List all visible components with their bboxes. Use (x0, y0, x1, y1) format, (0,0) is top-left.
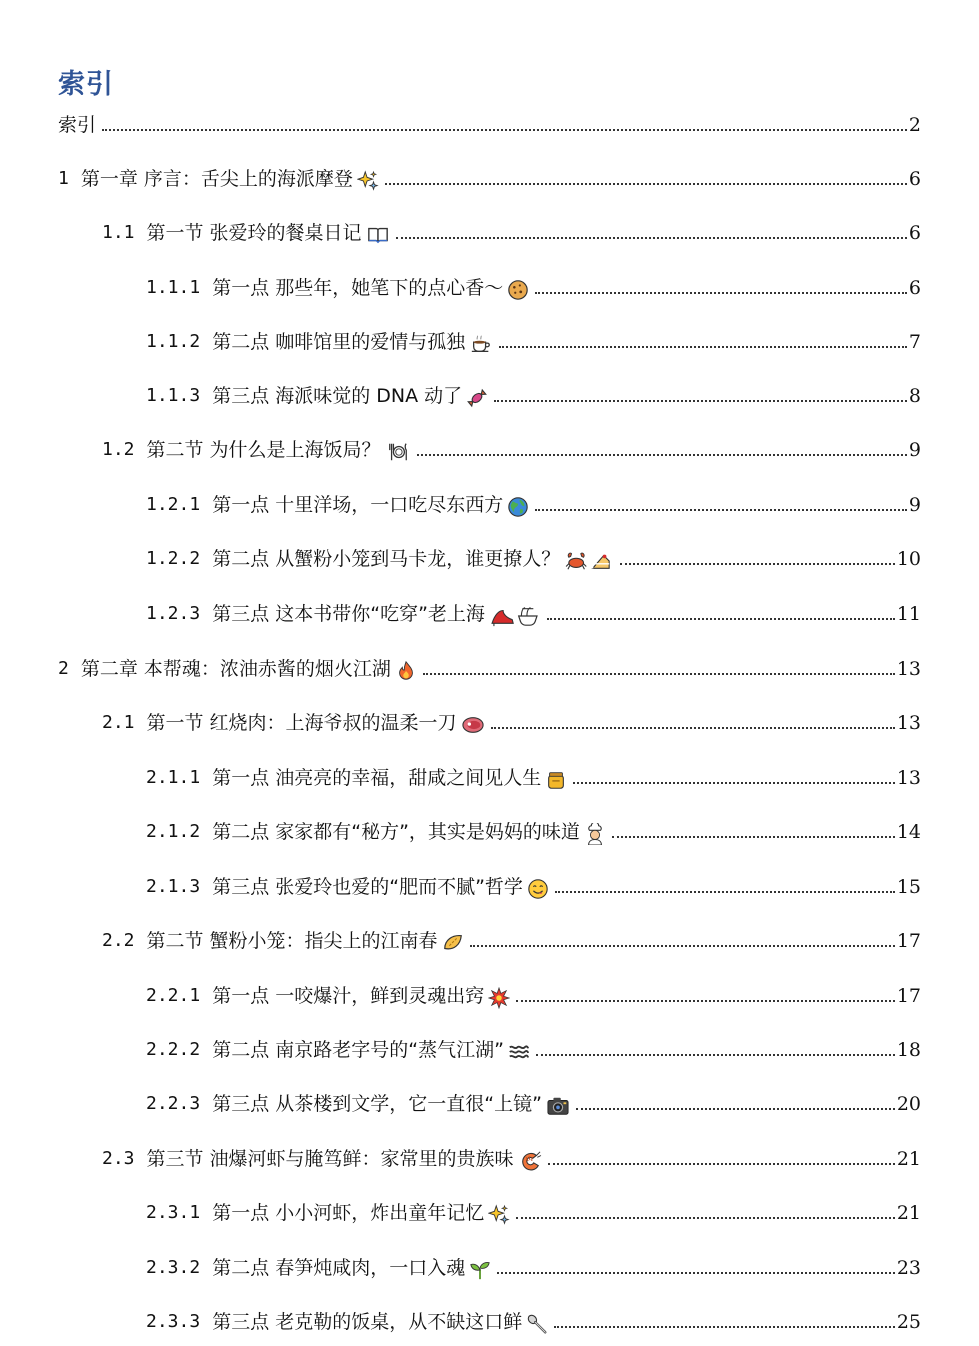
dot-leader (470, 945, 895, 947)
toc-entry-title: 第一节 红烧肉：上海爷叔的温柔一刀 (146, 712, 457, 734)
toc-entry-page: 7 (908, 331, 921, 353)
toc-entry-number: 2.3.3 (146, 1311, 201, 1332)
dot-leader (497, 1272, 895, 1274)
toc-entry-number: 2.2.2 (146, 1039, 201, 1060)
yum-face-icon (527, 878, 549, 900)
sparkles-icon (357, 170, 379, 192)
toc-entry-page: 20 (896, 1093, 921, 1115)
toc-entry[interactable] (146, 1305, 921, 1335)
fire-icon (395, 660, 417, 682)
dot-leader (547, 618, 895, 620)
toc-entry-page: 6 (908, 222, 921, 244)
toc-entry[interactable] (102, 1142, 921, 1172)
spoon-icon (526, 1313, 548, 1335)
toc-entry-number: 2.2.3 (146, 1093, 201, 1114)
toc-entry-number: 1 (58, 168, 69, 189)
toc-entry-title: 第三点 从茶楼到文学，它一直很“上镜” (212, 1093, 542, 1115)
toc-entry-number: 2.1.1 (146, 767, 201, 788)
toc-entry-page: 6 (908, 168, 921, 190)
dot-leader (102, 129, 907, 131)
toc-entry-number: 1.1.2 (146, 331, 201, 352)
toc-entry-page: 9 (908, 439, 921, 461)
toc-entry-title: 第一点 油亮亮的幸福，甜咸之间见人生 (212, 767, 542, 789)
toc-entry[interactable] (58, 652, 921, 682)
toc-entry-number: 2.3.1 (146, 1202, 201, 1223)
toc-entry[interactable] (146, 1251, 921, 1281)
toc-entry-title: 第三点 老克勒的饭桌，从不缺这口鲜 (212, 1311, 523, 1333)
toc-entry-number: 1.1.1 (146, 277, 201, 298)
toc-entry-number: 1.2.3 (146, 603, 201, 624)
toc-entry-title: 第二章 本帮魂：浓油赤酱的烟火江湖 (80, 658, 391, 680)
toc-entry-title: 第一点 小小河虾，炸出童年记忆 (212, 1202, 485, 1224)
toc-entry[interactable] (58, 108, 921, 138)
toc-entry-title: 第一节 张爱玲的餐桌日记 (146, 222, 362, 244)
toc-entry-title: 第二节 蟹粉小笼：指尖上的江南春 (146, 930, 438, 952)
toc-entry[interactable] (146, 761, 921, 791)
toc-entry-page: 21 (896, 1148, 921, 1170)
toc-entry-title: 第二节 为什么是上海饭局？ (146, 439, 381, 461)
toc-entry[interactable] (146, 597, 921, 627)
honey-icon (545, 769, 567, 791)
toc-entry-number: 1.2.2 (146, 548, 201, 569)
meat-icon (461, 714, 485, 736)
cook-icon (584, 823, 606, 845)
plate-icon (385, 441, 411, 463)
toc-entry-title: 第三点 这本书带你“吃穿”老上海 (212, 603, 485, 625)
toc-entry-number: 2.1 (102, 712, 135, 733)
toc-entry-title: 索引 (58, 114, 97, 136)
toc-entry-number: 1.2 (102, 439, 135, 460)
cookie-icon (507, 279, 529, 301)
dot-leader (516, 1000, 895, 1002)
sparkles-icon (488, 1204, 510, 1226)
burst-icon (488, 987, 510, 1009)
toc-entry[interactable] (102, 216, 921, 246)
toc-entry-page: 14 (896, 821, 921, 843)
toc-entry-number: 1.1 (102, 222, 135, 243)
toc-entry-title: 第三节 油爆河虾与腌笃鲜：家常里的贵族味 (146, 1148, 514, 1170)
dot-leader (612, 836, 895, 838)
dot-leader (576, 1108, 895, 1110)
dot-leader (423, 673, 895, 675)
toc-entry-title: 第一章 序言：舌尖上的海派摩登 (80, 168, 353, 190)
toc-entry-title: 第二点 从蟹粉小笼到马卡龙，谁更撩人？ (212, 548, 561, 570)
toc-entry[interactable] (102, 706, 921, 736)
toc-entry-page: 15 (896, 876, 921, 898)
toc-entry-number: 2 (58, 658, 69, 679)
shrimp-icon (518, 1150, 542, 1172)
dot-leader (620, 563, 895, 565)
dot-leader (535, 509, 907, 511)
toc-entry-page: 13 (896, 767, 921, 789)
toc-entry-title: 第二点 南京路老字号的“蒸气江湖” (212, 1039, 504, 1061)
toc-entry-number: 2.2.1 (146, 985, 201, 1006)
candy-icon (466, 387, 488, 409)
toc-entry[interactable] (146, 488, 921, 518)
steam-icon (508, 1041, 530, 1063)
toc-entry[interactable] (102, 924, 921, 954)
toc-entry-number: 2.3 (102, 1148, 135, 1169)
dot-leader (494, 400, 907, 402)
toc-entry[interactable] (146, 1033, 921, 1063)
toc-heading: 索引 (58, 69, 114, 100)
toc-entry-title: 第一点 那些年，她笔下的点心香～ (212, 277, 504, 299)
toc-entry-title: 第二点 春笋炖咸肉，一口入魂 (212, 1257, 466, 1279)
toc-entry-number: 1.2.1 (146, 494, 201, 515)
toc-entry[interactable] (146, 542, 921, 572)
dot-leader (554, 1326, 895, 1328)
toc-entry-page: 11 (896, 603, 921, 625)
coffee-icon (469, 333, 493, 355)
toc-entry-page: 25 (896, 1311, 921, 1333)
toc-entry-title: 第一点 一咬爆汁，鲜到灵魂出窍 (212, 985, 485, 1007)
camera-icon (546, 1095, 570, 1117)
dumpling-icon (442, 932, 464, 954)
toc-entry[interactable] (146, 1087, 921, 1117)
toc-entry-page: 10 (896, 548, 921, 570)
toc-entry[interactable] (146, 1196, 921, 1226)
toc-entry-page: 13 (896, 712, 921, 734)
toc-entry-page: 17 (896, 930, 921, 952)
toc-entry[interactable] (146, 325, 921, 355)
toc-entry[interactable] (146, 979, 921, 1009)
toc-entry-number: 2.1.2 (146, 821, 201, 842)
dot-leader (396, 237, 907, 239)
toc-entry-number: 2.3.2 (146, 1257, 201, 1278)
dot-leader (491, 727, 895, 729)
toc-entry-page: 18 (896, 1039, 921, 1061)
toc-entry-title: 第三点 张爱玲也爱的“肥而不腻”哲学 (212, 876, 523, 898)
toc-entry[interactable] (58, 162, 921, 192)
toc-entry-page: 21 (896, 1202, 921, 1224)
dot-leader (499, 346, 907, 348)
toc-entry-page: 9 (908, 494, 921, 516)
dot-leader (536, 1054, 895, 1056)
dot-leader (555, 891, 895, 893)
heel-bowl-icon (489, 605, 541, 627)
toc-entry-page: 13 (896, 658, 921, 680)
toc-entry[interactable] (146, 870, 921, 900)
toc-entry-number: 2.2 (102, 930, 135, 951)
toc-entry-title: 第二点 咖啡馆里的爱情与孤独 (212, 331, 466, 353)
globe-icon (507, 496, 529, 518)
toc-entry[interactable] (146, 379, 921, 409)
sprout-icon (469, 1259, 491, 1281)
open-book-icon (366, 224, 390, 246)
toc-entry-title: 第二点 家家都有“秘方”，其实是妈妈的味道 (212, 821, 580, 843)
dot-leader (516, 1217, 895, 1219)
dot-leader (417, 454, 907, 456)
toc-entry-page: 17 (896, 985, 921, 1007)
dot-leader (385, 183, 907, 185)
dot-leader (535, 292, 907, 294)
toc-entry-page: 8 (908, 385, 921, 407)
toc-entry-page: 2 (908, 114, 921, 136)
toc-entry-title: 第一点 十里洋场，一口吃尽东西方 (212, 494, 504, 516)
dot-leader (573, 782, 895, 784)
toc-entry[interactable] (102, 433, 921, 463)
toc-entry-number: 2.1.3 (146, 876, 201, 897)
dot-leader (548, 1163, 895, 1165)
toc-entry[interactable] (146, 271, 921, 301)
crab-cake-icon (564, 550, 614, 572)
toc-entry-page: 23 (896, 1257, 921, 1279)
toc-entry[interactable] (146, 815, 921, 845)
toc-entry-number: 1.1.3 (146, 385, 201, 406)
toc-entry-page: 6 (908, 277, 921, 299)
toc-entry-title: 第三点 海派味觉的 DNA 动了 (212, 385, 463, 407)
